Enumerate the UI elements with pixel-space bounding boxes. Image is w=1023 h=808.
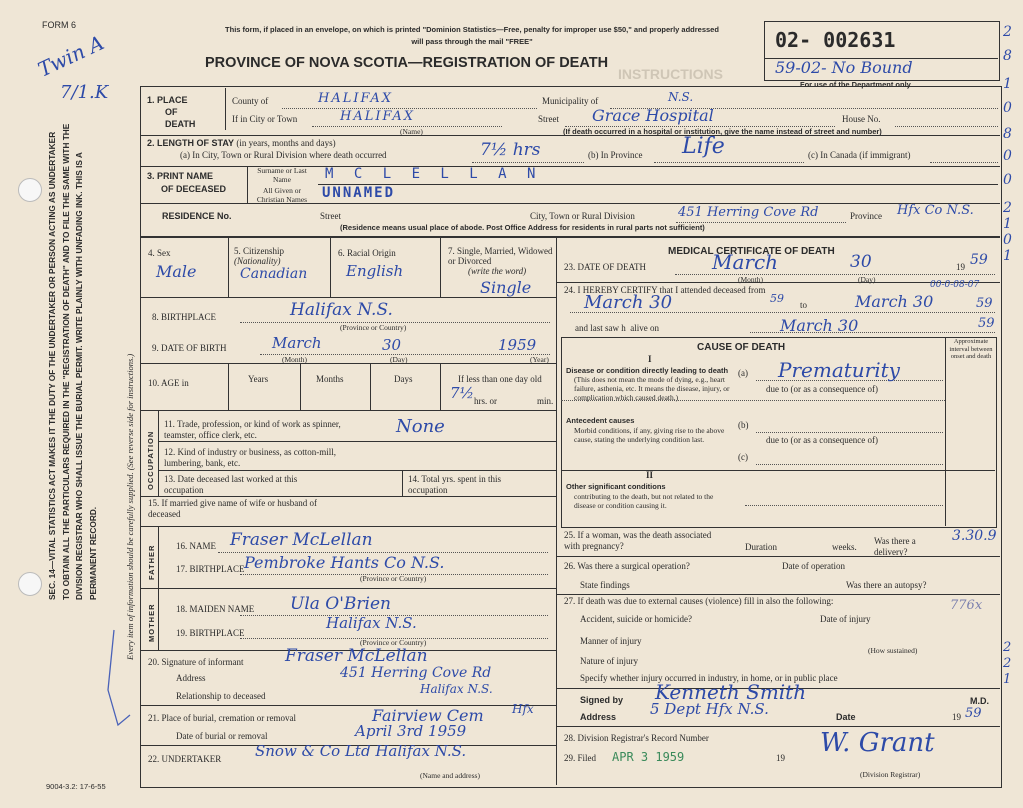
age-label: 10. AGE in bbox=[148, 378, 189, 388]
side-instructions-note: Every item of information should be carefully supplied. (See reverse side for instructions.) bbox=[125, 353, 135, 660]
envelope-notice: This form, if placed in an envelope, on which is printed "Dominion Statistics—Free, penalty for improper use $50," and properly addressed will pass through the mail "FREE" bbox=[225, 25, 719, 46]
dob-label: 9. DATE OF BIRTH bbox=[152, 343, 227, 353]
immediate-cause-note: (This does not mean the mode of dying, e.g., heart failure, asthenia, etc. It means the disease, injury, or complication which caused death.) bbox=[574, 375, 730, 402]
dob-month: March bbox=[272, 334, 322, 352]
burial-label: 21. Place of burial, cremation or removal bbox=[148, 713, 296, 723]
mother-birthplace-value: Halifax N.S. bbox=[326, 614, 417, 632]
side-instructions: SEC. 14—VITAL STATISTICS ACT MAKES IT THE DUTY OF THE UNDERTAKER OR PERSON ACTING AS UNDERTAKER TO OBTAIN ALL THE PARTICULARS REQUIRED IN THE "REGISTRATION OF DEATH" AND TO FILE THE SAME WITH THE DIVISION REGISTRAR WHO SHALL ISSUE THE BURIAL PERMIT. WRITE PLAINLY WITH UNFADING INK. THIS IS A PERMANENT RECORD. bbox=[47, 123, 98, 600]
immediate-cause-label: Disease or condition directly leading to death bbox=[566, 366, 729, 375]
residence-note: (Residence means usual place of abode. Post Office Address for residents in rural parts not sufficient) bbox=[340, 223, 705, 232]
informant-signature: Fraser McLellan bbox=[285, 646, 428, 666]
sex-label: 4. Sex bbox=[148, 248, 171, 258]
stay-c-label: (c) In Canada (if immigrant) bbox=[808, 150, 911, 160]
registrar-signature: W. Grant bbox=[820, 728, 935, 758]
burial-date: April 3rd 1959 bbox=[355, 722, 467, 740]
footer-code: 9004-3.2: 17-6-55 bbox=[46, 782, 106, 791]
physician-address: 5 Dept Hfx N.S. bbox=[650, 700, 769, 718]
attended-from: March 30 bbox=[584, 292, 673, 313]
certify-label: 24. I HEREBY CERTIFY that I attended deceased from bbox=[564, 285, 766, 295]
informant-address-2: Halifax N.S. bbox=[420, 682, 493, 696]
surname-label: Surname or Last Name bbox=[257, 166, 307, 184]
page-title: PROVINCE OF NOVA SCOTIA—REGISTRATION OF DEATH bbox=[205, 55, 609, 71]
department-caption: For use of the Department only bbox=[800, 80, 911, 89]
form-number: FORM 6 bbox=[42, 20, 77, 30]
q11-label: 11. Trade, profession, or kind of work as spinner, teamster, office clerk, etc. bbox=[164, 419, 341, 440]
signed-label: Signed by bbox=[580, 695, 624, 705]
residence-city-value: 451 Herring Cove Rd bbox=[678, 205, 819, 220]
house-label: House No. bbox=[842, 114, 881, 124]
surname-value: M C L E L L A N bbox=[325, 166, 542, 182]
dob-day: 30 bbox=[382, 336, 402, 354]
q15-label: 15. If married give name of wife or husband of deceased bbox=[148, 498, 317, 519]
deceased-name-label: 3. PRINT NAME OF DECEASED bbox=[147, 171, 227, 194]
last-seen-alive: March 30 bbox=[780, 316, 859, 335]
city-label: If in City or Town bbox=[232, 114, 298, 124]
county-label: County of bbox=[232, 96, 269, 106]
other-conditions-label: Other significant conditions bbox=[566, 482, 666, 491]
other-conditions-note: contributing to the death, but not related to the disease or condition causing it. bbox=[574, 492, 714, 510]
citizenship-label: 5. Citizenship (Nationality) bbox=[234, 246, 284, 266]
relationship-label: Relationship to deceased bbox=[176, 691, 266, 701]
filed-label: 29. Filed bbox=[564, 753, 597, 763]
q26-label: 26. Was there a surgical operation? bbox=[564, 561, 690, 571]
given-name-label: All Given or Christian Names bbox=[256, 186, 308, 204]
record-number-label: 28. Division Registrar's Record Number bbox=[564, 733, 709, 743]
antecedent-label: Antecedent causes bbox=[566, 416, 635, 425]
burial-place-2: Hfx bbox=[512, 702, 534, 716]
birthplace-label: 8. BIRTHPLACE bbox=[152, 312, 216, 322]
father-birthplace-label: 17. BIRTHPLACE bbox=[176, 564, 245, 574]
cause-a-value: Prematurity bbox=[778, 358, 900, 382]
q25-hand: 3.30.9 bbox=[952, 528, 997, 544]
binder-hole-top bbox=[18, 178, 42, 202]
attended-to: March 30 bbox=[855, 292, 934, 311]
q25-label: 25. If a woman, was the death associated with pregnancy? bbox=[564, 530, 712, 551]
pen-mark bbox=[100, 620, 140, 740]
father-name-value: Fraser McLellan bbox=[230, 530, 373, 550]
sex-value: Male bbox=[156, 262, 197, 281]
undertaker-label: 22. UNDERTAKER bbox=[148, 754, 222, 764]
street-label: Street bbox=[538, 114, 559, 124]
stay-a-label: (a) In City, Town or Rural Division where death occurred bbox=[180, 150, 387, 160]
undertaker-value: Snow & Co Ltd Halifax N.S. bbox=[255, 742, 467, 760]
stay-a-value: 7½ hrs bbox=[480, 140, 541, 160]
given-name-value: UNNAMED bbox=[322, 185, 396, 201]
birthplace-value: Halifax N.S. bbox=[290, 300, 393, 320]
citizenship-value: Canadian bbox=[240, 266, 308, 282]
residence-province-label: Province bbox=[850, 211, 882, 221]
age-hours: 7½ bbox=[450, 384, 475, 402]
medical-title: MEDICAL CERTIFICATE OF DEATH bbox=[668, 246, 835, 257]
death-day: 30 bbox=[850, 252, 872, 272]
q13-label: 13. Date deceased last worked at this occupation bbox=[164, 474, 298, 495]
approx-interval: Approximate interval between onset and death bbox=[949, 338, 993, 360]
instructions-faint: INSTRUCTIONS bbox=[618, 66, 723, 82]
informant-address: 451 Herring Cove Rd bbox=[340, 665, 492, 681]
father-side-label: FATHER bbox=[147, 544, 156, 580]
street-value: Grace Hospital bbox=[592, 106, 714, 125]
birthplace-caption: (Province or Country) bbox=[340, 323, 407, 332]
informant-label: 20. Signature of informant bbox=[148, 657, 244, 667]
handwritten-twin-note: Twin A bbox=[34, 30, 108, 82]
stay-b-label: (b) In Province bbox=[588, 150, 643, 160]
filed-stamp: APR 3 1959 bbox=[612, 750, 685, 764]
mother-birthplace-label: 19. BIRTHPLACE bbox=[176, 628, 245, 638]
residence-province-value: Hfx Co N.S. bbox=[897, 203, 974, 218]
informant-address-label: Address bbox=[176, 673, 206, 683]
place-label: 1. PLACE OF DEATH bbox=[147, 95, 196, 129]
father-name-label: 16. NAME bbox=[176, 541, 216, 551]
registration-number: 02- 002631 bbox=[775, 28, 896, 52]
mother-side-label: MOTHER bbox=[147, 603, 156, 642]
burial-place: Fairview Cem bbox=[372, 706, 484, 725]
date-of-death-label: 23. DATE OF DEATH bbox=[564, 262, 646, 272]
mother-name-value: Ula O'Brien bbox=[290, 594, 391, 614]
city-value: HALIFAX bbox=[340, 109, 416, 124]
stay-b-value: Life bbox=[682, 134, 725, 159]
marital-value: Single bbox=[480, 278, 532, 297]
death-year: 59 bbox=[970, 252, 988, 268]
marital-label: 7. Single, Married, Widowed or Divorced (write the word) bbox=[448, 246, 553, 276]
q12-label: 12. Kind of industry or business, as cotton-mill, lumbering, bank, etc. bbox=[164, 447, 336, 468]
right-code: 00-0-08-07 bbox=[930, 280, 980, 290]
q14-label: 14. Total yrs. spent in this occupation bbox=[408, 474, 501, 495]
municipality-value: N.S. bbox=[668, 90, 694, 104]
hospital-note: (If death occurred in a hospital or institution, give the name instead of street and number) bbox=[563, 127, 882, 136]
stay-label: 2. LENGTH OF STAY (in years, months and days) bbox=[147, 138, 336, 148]
antecedent-note: Morbid conditions, if any, giving rise to the above cause, stating the underlying condition last. bbox=[574, 426, 725, 444]
mother-name-label: 18. MAIDEN NAME bbox=[176, 604, 255, 614]
residence-street-label: Street bbox=[320, 211, 341, 221]
physician-signature: Kenneth Smith bbox=[655, 680, 807, 704]
county-value: HALIFAX bbox=[318, 91, 394, 106]
burial-date-label: Date of burial or removal bbox=[176, 731, 268, 741]
handwritten-code-note: 7/1.K bbox=[60, 82, 109, 103]
cause-title: CAUSE OF DEATH bbox=[697, 342, 786, 353]
residence-city-label: City, Town or Rural Division bbox=[530, 211, 635, 221]
death-month: March bbox=[712, 250, 779, 274]
q11-value: None bbox=[396, 416, 445, 437]
racial-origin-value: English bbox=[346, 262, 404, 280]
signed-address-label: Address bbox=[580, 712, 617, 722]
father-birthplace-value: Pembroke Hants Co N.S. bbox=[244, 553, 445, 572]
name-caption: (Name) bbox=[400, 127, 423, 136]
q27-hand: 776x bbox=[950, 598, 983, 613]
municipality-label: Municipality of bbox=[542, 96, 599, 106]
dob-year: 1959 bbox=[498, 336, 537, 354]
q27-label: 27. If death was due to external causes (violence) fill in also the following: bbox=[564, 596, 834, 606]
residence-label: RESIDENCE No. bbox=[162, 211, 232, 221]
racial-origin-label: 6. Racial Origin bbox=[338, 248, 396, 258]
department-number: 59-02- No Bound bbox=[775, 58, 913, 77]
occupation-side-label: OCCUPATION bbox=[146, 430, 155, 490]
binder-hole-bottom bbox=[18, 572, 42, 596]
